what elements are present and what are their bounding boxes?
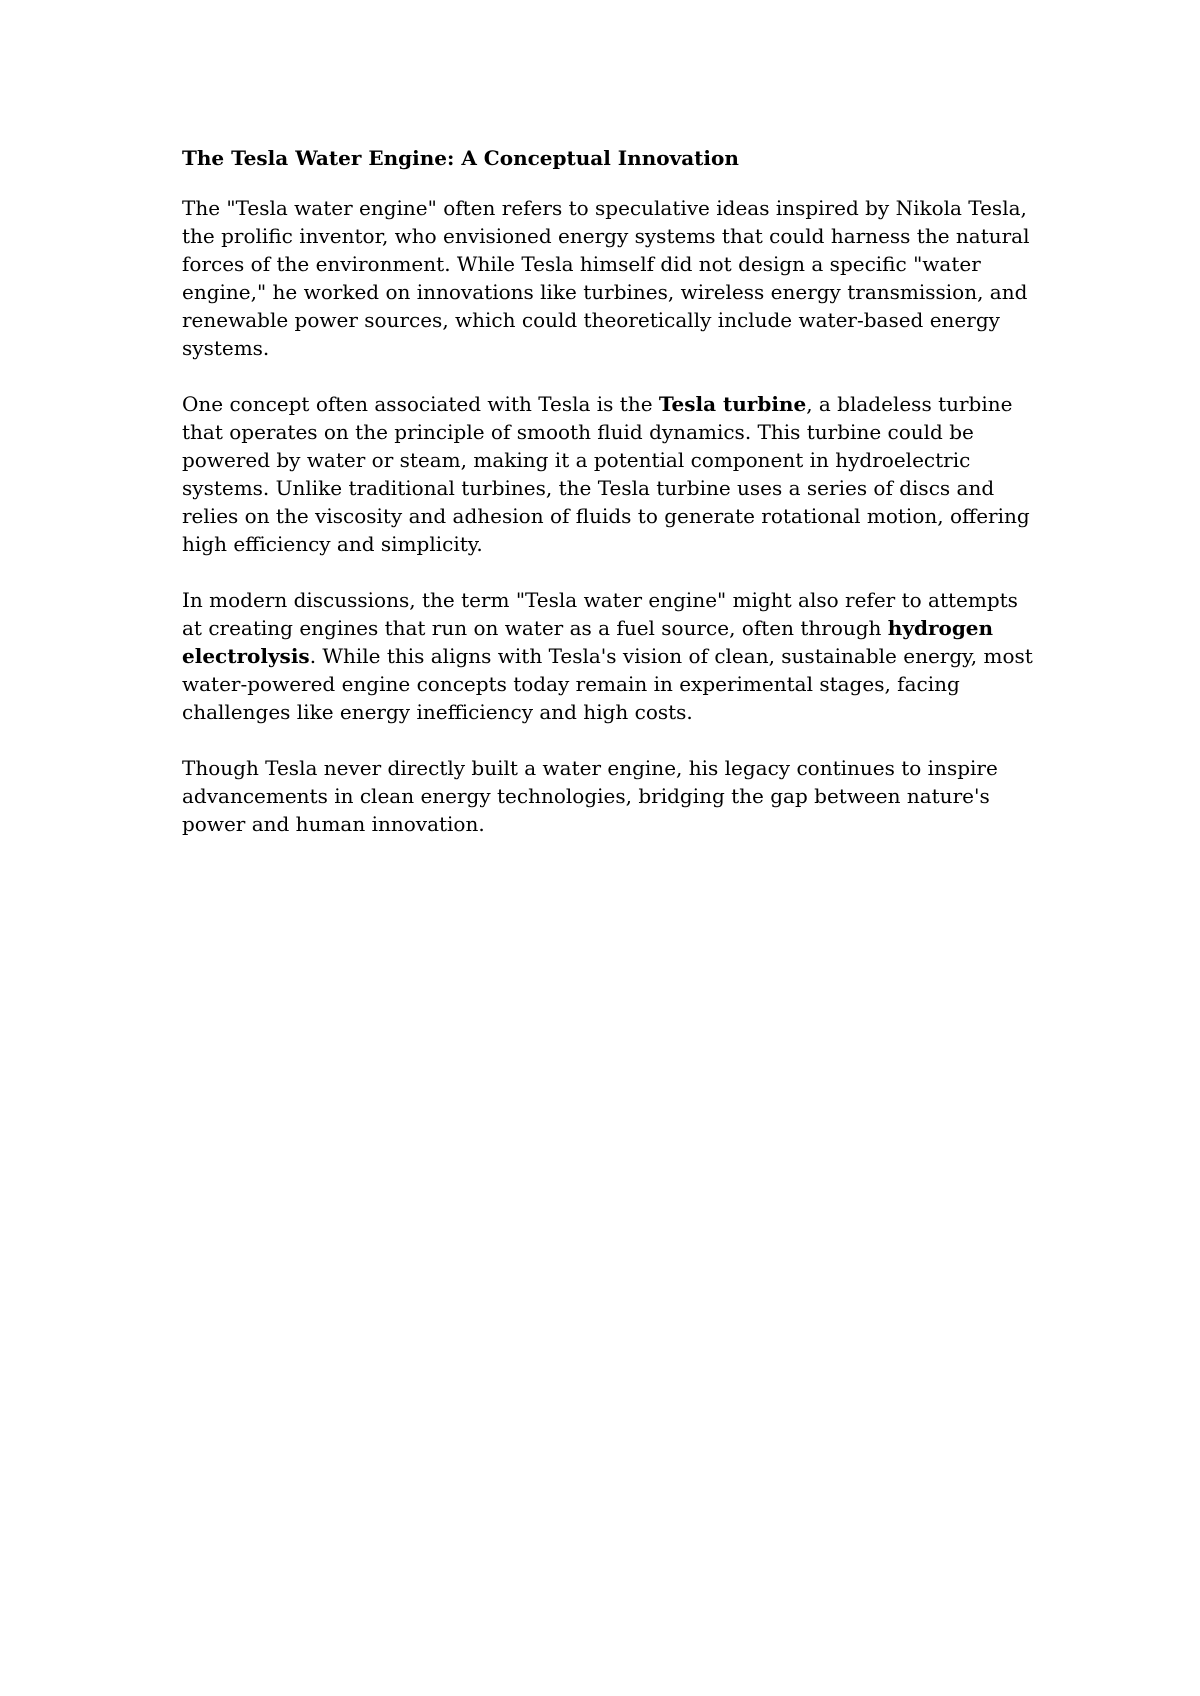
document-title: The Tesla Water Engine: A Conceptual Innovation [182,146,739,170]
paragraph-intro: The "Tesla water engine" often refers to speculative ideas inspired by Nikola Tesla, the prolific inventor, who envisioned energy systems that could harness the natural forces of the environment. While Tesla himself did not design a specific "water engine," he worked on innovations like turbines, wireless energy transmission, and renewable power sources, which could theoretically include water-based energy systems. [182,196,1030,360]
document-body [182,144,1042,866]
bold-term-tesla-turbine: Tesla turbine [658,392,807,416]
bold-term-hydrogen-electrolysis: hydrogen electrolysis [182,616,994,668]
paragraph-text: , a bladeless turbine that operates on the principle of smooth fluid dynamics. This turbine could be powered by water or steam, making it a potential component in hydroelectric systems. Unlike traditional turbines, the Tesla turbine uses a series of discs and relies on the viscosity and adhesion of fluids to generate rotational motion, offering high efficiency and simplicity. [182,392,1030,556]
paragraph-tesla-turbine [182,390,1042,558]
paragraph-legacy: Though Tesla never directly built a water engine, his legacy continues to inspire advancements in clean energy technologies, bridging the gap between nature's power and human innovation. [182,756,998,836]
paragraph-modern-discussions [182,586,1042,726]
paragraph-text: . While this aligns with Tesla's vision of clean, sustainable energy, most water-powered engine concepts today remain in experimental stages, facing challenges like energy inefficiency and high costs. [182,644,1033,724]
paragraph-text: In modern discussions, the term "Tesla water engine" might also refer to attempts at creating engines that run on water as a fuel source, often through [182,588,1018,640]
paragraph-text: One concept often associated with Tesla is the [182,392,659,416]
